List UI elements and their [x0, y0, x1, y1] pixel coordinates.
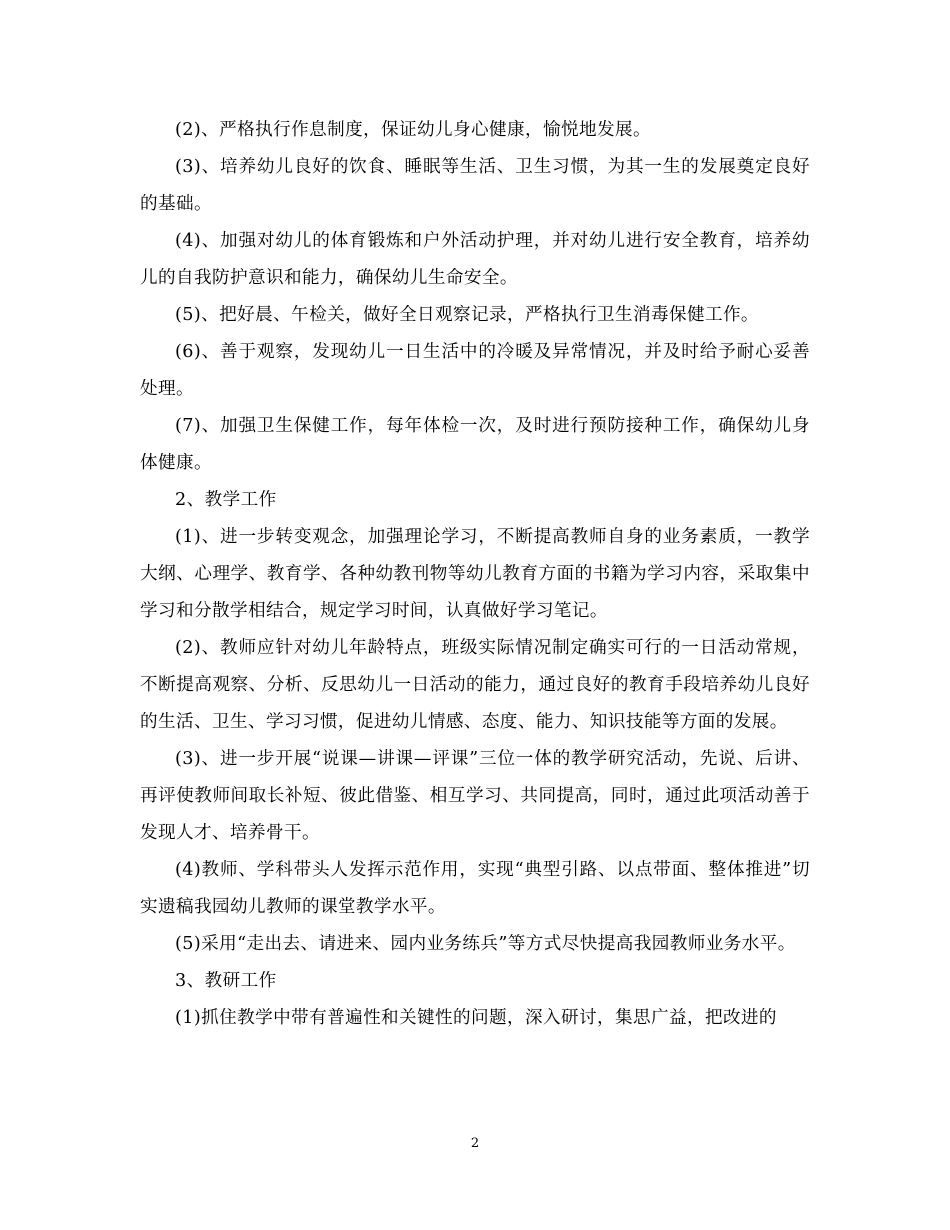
paragraph-health-2: (2)、严格执行作息制度，保证幼儿身心健康，愉悦地发展。: [175, 120, 651, 140]
page-number: 2: [470, 1136, 480, 1151]
paragraph-teaching-2: (2)、教师应针对幼儿年龄特点，班级实际情况制定确实可行的一日活动常规，不断提高观察、分析、反思幼儿一日活动的能力，通过良好的教育手段培养幼儿良好的生活、卫生、学习习惯，促进幼儿情感、态度、能力、知识技能等方面的发展。: [140, 638, 810, 732]
paragraph-health-6: (6)、善于观察，发现幼儿一日生活中的冷暖及异常情况，并及时给予耐心妥善处理。: [140, 342, 810, 399]
document-body: [140, 112, 810, 1037]
paragraph-health-5: (5)、把好晨、午检关，做好全日观察记录，严格执行卫生消毒保健工作。: [175, 305, 759, 325]
paragraph-teaching-4: (4)教师、学科带头人发挥示范作用，实现“典型引路、以点带面、整体推进”切实遗稿我园幼儿教师的课堂教学水平。: [140, 860, 810, 917]
section-heading-research: 3、教研工作: [175, 971, 277, 991]
section-heading-teaching: 2、教学工作: [175, 490, 277, 510]
paragraph-health-3: (3)、培养幼儿良好的饮食、睡眠等生活、卫生习惯，为其一生的发展奠定良好的基础。: [140, 157, 810, 214]
paragraph-teaching-5: (5)采用“走出去、请进来、园内业务练兵”等方式尽快提高我园教师业务水平。: [175, 934, 796, 954]
paragraph-teaching-1: (1)、进一步转变观念，加强理论学习，不断提高教师自身的业务素质，一教学大纲、心理学、教育学、各种幼教刊物等幼儿教育方面的书籍为学习内容，采取集中学习和分散学相结合，规定学习时间，认真做好学习笔记。: [140, 527, 810, 621]
paragraph-teaching-3: (3)、进一步开展“说课—讲课—评课”三位一体的教学研究活动，先说、后讲、再评使教师间取长补短、彼此借鉴、相互学习、共同提高，同时，通过此项活动善于发现人才、培养骨干。: [140, 749, 810, 843]
paragraph-health-7: (7)、加强卫生保健工作，每年体检一次，及时进行预防接种工作，确保幼儿身体健康。: [140, 416, 810, 473]
paragraph-health-4: (4)、加强对幼儿的体育锻炼和户外活动护理，并对幼儿进行安全教育，培养幼儿的自我防护意识和能力，确保幼儿生命安全。: [140, 231, 810, 288]
paragraph-research-1: (1)抓住教学中带有普遍性和关键性的问题，深入研讨，集思广益，把改进的: [175, 1008, 777, 1028]
